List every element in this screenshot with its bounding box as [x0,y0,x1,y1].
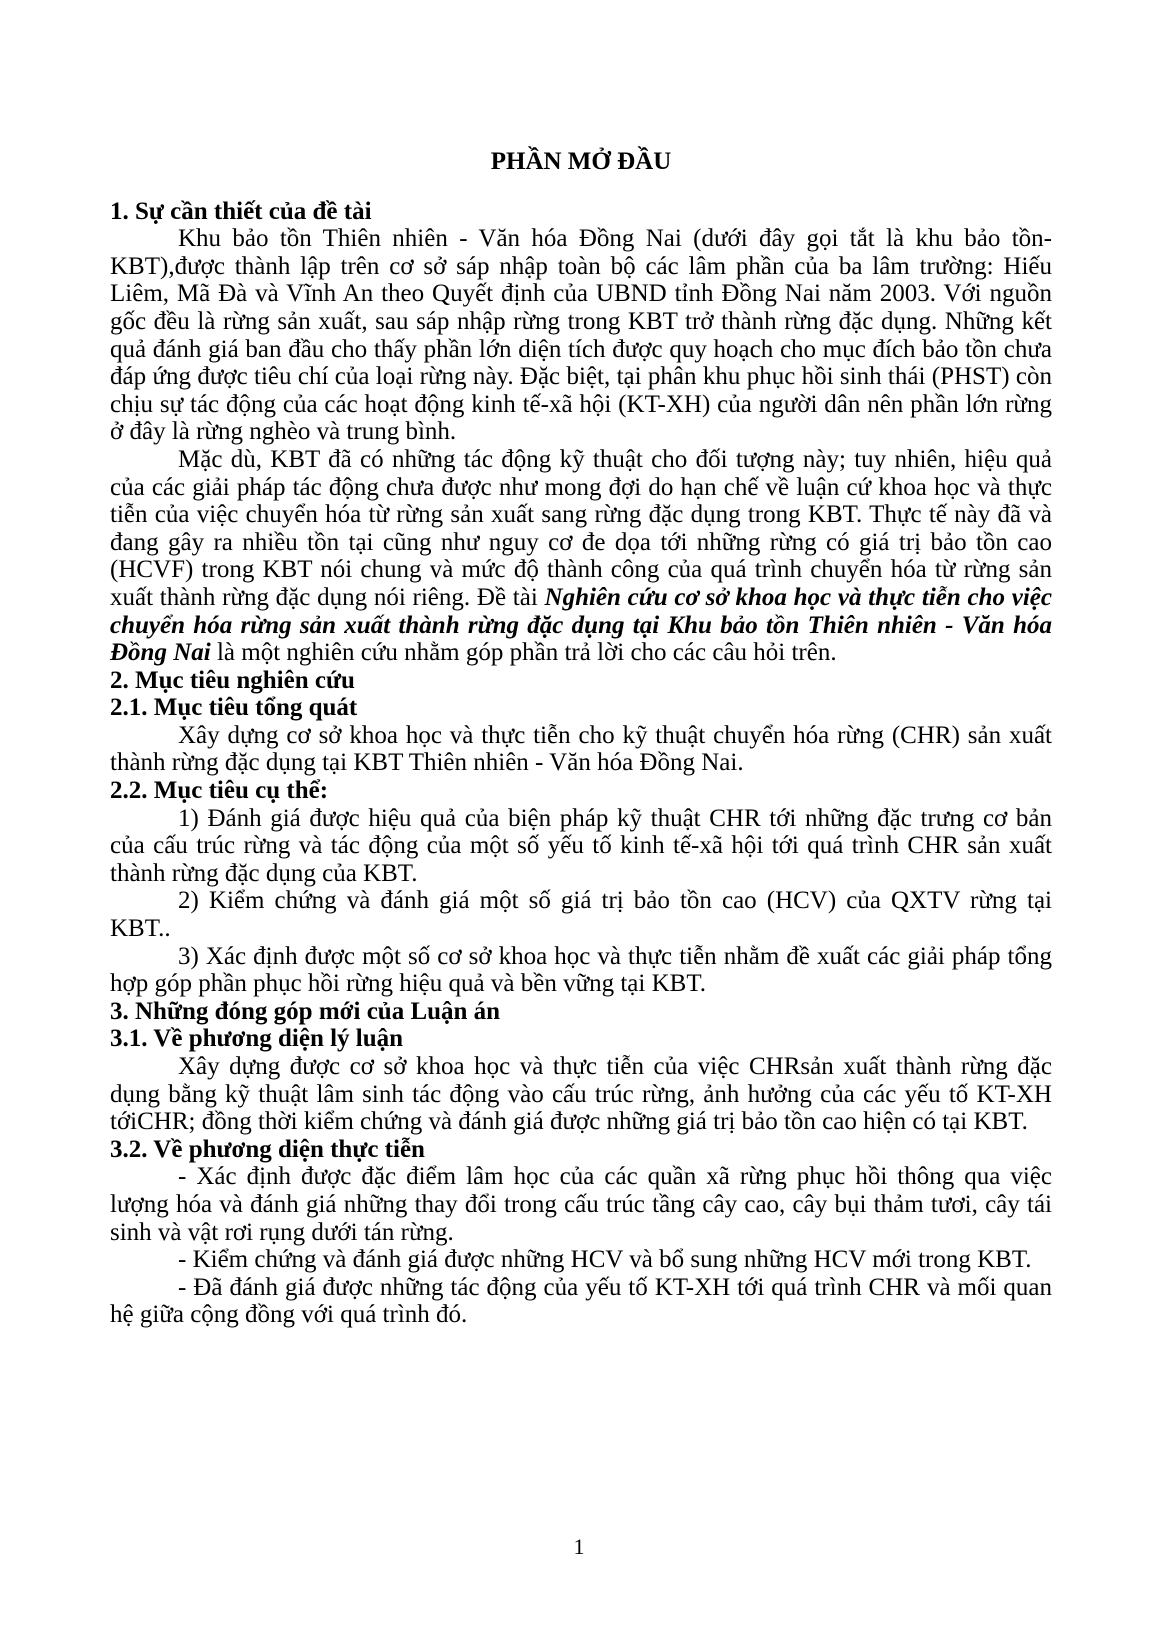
section-1-heading: 1. Sự cần thiết của đề tài [110,197,372,225]
contribution-item: - Xác định được đặc điểm lâm học của các quần xã rừng phục hồi thông qua việc lượng hóa và đánh giá những thay đổi trong cấu trúc tầng cây cao, cây bụi thảm tươi, cây tái sinh và vật rơi rụng dưới tán rừng. [110,1163,1052,1246]
section-1-paragraph-2 [110,446,1052,667]
objective-item: 3) Xác định được một số cơ sở khoa học và thực tiễn nhằm đề xuất các giải pháp tổng hợp góp phần phục hồi rừng hiệu quả và bền vững tại KBT. [110,942,1052,998]
section-2-heading: 2. Mục tiêu nghiên cứu [110,666,355,694]
section-2-1-text: Xây dựng cơ sở khoa học và thực tiễn cho kỹ thuật chuyển hóa rừng (CHR) sản xuất thành rừng đặc dụng tại KBT Thiên nhiên - Văn hóa Đồng Nai. [110,721,1052,777]
section-2-2-heading: 2.2. Mục tiêu cụ thể: [110,777,329,805]
objective-item: 1) Đánh giá được hiệu quả của biện pháp kỹ thuật CHR tới những đặc trưng cơ bản của cấu trúc rừng và tác động của một số yếu tố kinh tế-xã hội tới quá trình CHR sản xuất thành rừng đặc dụng của KBT. [110,804,1052,887]
paragraph-2-text-end: là một nghiên cứu nhằm góp phần trả lời cho các câu hỏi trên. [210,639,837,667]
section-2-1-heading: 2.1. Mục tiêu tổng quát [110,694,358,722]
section-3-heading: 3. Những đóng góp mới của Luận án [110,997,501,1025]
paragraph-2-text-start: Mặc dù, KBT đã có những tác động kỹ thuật cho đối tượng này; tuy nhiên, hiệu quả của các giải pháp tác động chưa được như mong đợi do hạn chế về luận cứ khoa học và thực tiễn của việc chuyển hóa từ rừng sản xuất sang rừng đặc dụng trong KBT. Thực tế này đã và đang gây ra nhiều tồn tại cũng như nguy cơ đe dọa tới những rừng có giá trị bảo tồn cao (HCVF) trong KBT nói chung và mức độ thành công của quá trình chuyển hóa từ rừng sản xuất thành rừng đặc dụng nói riêng. Đề tài [110,445,1052,611]
section-3-2-heading: 3.2. Về phương diện thực tiễn [110,1135,425,1163]
page-content [110,148,1052,1329]
objective-item: 2) Kiểm chứng và đánh giá một số giá trị bảo tồn cao (HCV) của QXTV rừng tại KBT.. [110,887,1052,943]
contribution-item: - Kiểm chứng và đánh giá được những HCV và bổ sung những HCV mới trong KBT. [178,1246,1032,1274]
page-title: PHẦN MỞ ĐẦU [490,148,672,175]
section-3-1-text: Xây dựng được cơ sở khoa học và thực tiễn của việc CHRsản xuất thành rừng đặc dụng bằng kỹ thuật lâm sinh tác động vào cấu trúc rừng, ảnh hưởng của các yếu tố KT-XH tớiCHR; đồng thời kiểm chứng và đánh giá được những giá trị bảo tồn cao hiện có tại KBT. [110,1053,1052,1136]
section-3-1-heading: 3.1. Về phương diện lý luận [110,1025,404,1053]
thesis-title-emphasis: Nghiên cứu cơ sở khoa học và thực tiễn cho việc chuyển hóa rừng sản xuất thành rừng đặc dụng tại Khu bảo tồn Thiên nhiên - Văn hóa Đồng Nai [110,583,1052,667]
page-number: 1 [573,1534,585,1559]
contribution-item: - Đã đánh giá được những tác động của yếu tố KT-XH tới quá trình CHR và mối quan hệ giữa cộng đồng với quá trình đó. [110,1273,1052,1329]
section-1-paragraph-1: Khu bảo tồn Thiên nhiên - Văn hóa Đồng Nai (dưới đây gọi tắt là khu bảo tồn- KBT),được thành lập trên cơ sở sáp nhập toàn bộ các lâm phần của ba lâm trường: Hiếu Liêm, Mã Đà và Vĩnh An theo Quyết định của UBND tỉnh Đồng Nai năm 2003. Với nguồn gốc đều là rừng sản xuất, sau sáp nhập rừng trong KBT trở thành rừng đặc dụng. Những kết quả đánh giá ban đầu cho thấy phần lớn diện tích được quy hoạch cho mục đích bảo tồn chưa đáp ứng được tiêu chí của loại rừng này. Đặc biệt, tại phân khu phục hồi sinh thái (PHST) còn chịu sự tác động của các hoạt động kinh tế-xã hội (KT-XH) của người dân nên phần lớn rừng ở đây là rừng nghèo và trung bình. [110,225,1052,446]
